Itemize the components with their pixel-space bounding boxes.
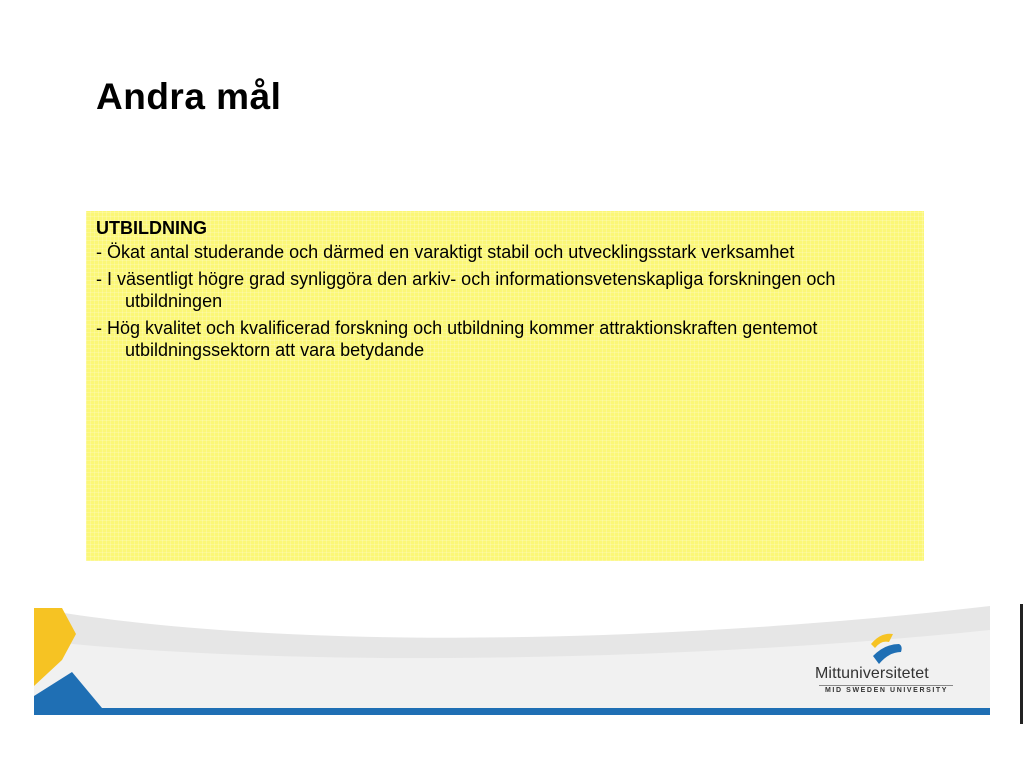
logo-name: Mittuniversitetet [815,665,929,682]
university-logo [815,630,985,700]
bullet-list [96,241,914,361]
logo-subtitle: MID SWEDEN UNIVERSITY [825,687,949,694]
section-heading: UTBILDNING [96,218,207,238]
logo-mark-icon [867,630,907,664]
list-item: - Ökat antal studerande och därmed en varaktigt stabil och utvecklingsstark verksamhet [96,242,795,262]
list-item: - Hög kvalitet och kvalificerad forskning och utbildning kommer attraktionskraften gentemot utbildningssektorn att vara betydande [96,318,818,360]
right-edge-line [1020,604,1023,724]
list-item: - I väsentligt högre grad synliggöra den arkiv- och informationsvetenskapliga forskningen och utbildningen [96,269,836,311]
content-box [86,211,924,561]
logo-rule [819,685,953,686]
slide-title: Andra mål [96,76,282,117]
